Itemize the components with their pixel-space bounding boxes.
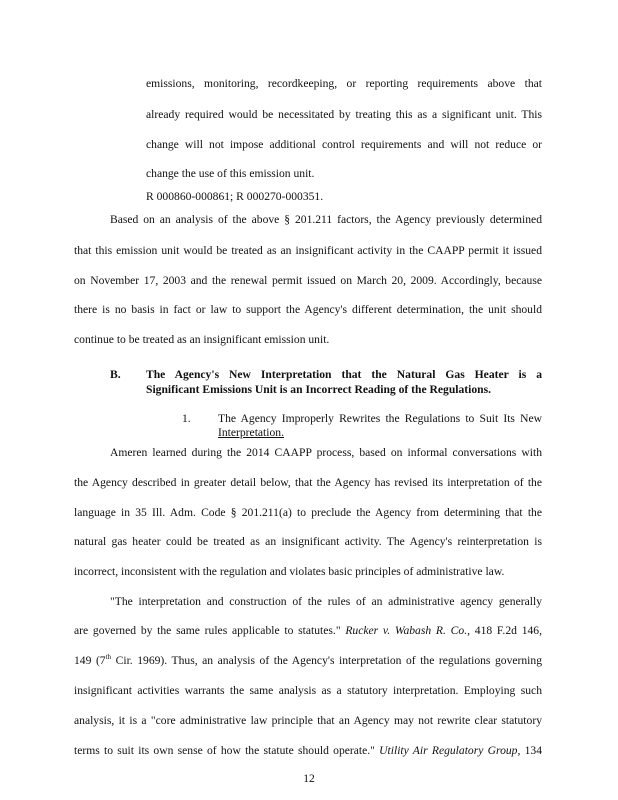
- heading-1-line-2: Interpretation.: [218, 426, 284, 439]
- para1-line-3: on November 17, 2003 and the renewal permit issued on March 20, 2009. Accordingly, because: [74, 274, 542, 287]
- heading-1-line-1: The Agency Improperly Rewrites the Regulations to Suit Its New: [218, 412, 542, 425]
- quote-line-2: already required would be necessitated by treating this as a significant unit. This: [146, 108, 542, 121]
- para3-line-2-text: are governed by the same rules applicable to statutes.": [74, 624, 341, 637]
- para2-line-4: natural gas heater could be treated as an insignificant activity. The Agency's reinterpretation is: [74, 535, 542, 548]
- heading-b-letter: B.: [110, 368, 121, 381]
- heading-b-line-2: Significant Emissions Unit is an Incorrect Reading of the Regulations.: [146, 383, 492, 396]
- para2-line-2: the Agency described in greater detail below, that the Agency has revised its interpretation of the: [74, 476, 542, 489]
- para3-line-3: [74, 654, 542, 668]
- para1-line-2: that this emission unit would be treated as an insignificant activity in the CAAPP permit it issued: [74, 244, 542, 257]
- para3-line-5: analysis, it is a "core administrative law principle that an Agency may not rewrite clear statutory: [74, 714, 542, 727]
- para3-line-6-text: terms to suit its own sense of how the statute should operate.": [74, 744, 375, 757]
- quote-line-1: emissions, monitoring, recordkeeping, or reporting requirements above that: [146, 77, 542, 90]
- para3-line-1: "The interpretation and construction of the rules of an administrative agency generally: [110, 595, 542, 608]
- para3-line-2-cite: 418 F.2d 146,: [474, 624, 542, 637]
- para1-line-1: Based on an analysis of the above § 201.211 factors, the Agency previously determined: [110, 213, 542, 226]
- para3-line-3-text: Cir. 1969). Thus, an analysis of the Agency's interpretation of the regulations governing: [111, 654, 542, 667]
- quote-line-3: change will not impose additional control requirements and will not reduce or: [146, 138, 542, 151]
- para1-line-5: continue to be treated as an insignificant emission unit.: [74, 333, 330, 346]
- para1-line-4: there is no basis in fact or law to support the Agency's different determination, the unit should: [74, 303, 542, 316]
- para3-line-4: insignificant activities warrants the same analysis as a statutory interpretation. Employing such: [74, 684, 542, 697]
- para3-line-6-cite: 134: [524, 744, 542, 757]
- case-citation-uarg: Utility Air Regulatory Group,: [379, 744, 521, 757]
- case-citation-rucker: Rucker v. Wabash R. Co.,: [345, 624, 470, 637]
- superscript-th: th: [105, 653, 112, 662]
- para2-line-3: language in 35 Ill. Adm. Code § 201.211(a) to preclude the Agency from determining that the: [74, 506, 542, 519]
- quote-line-4: change the use of this emission unit.: [146, 167, 315, 180]
- para3-line-6: [74, 744, 542, 758]
- heading-1-number: 1.: [182, 412, 191, 425]
- para2-line-1: Ameren learned during the 2014 CAAPP process, based on informal conversations with: [110, 446, 542, 459]
- para3-line-2: [74, 624, 542, 638]
- para2-line-5: incorrect, inconsistent with the regulation and violates basic principles of administrative law.: [74, 565, 505, 578]
- page-number: 12: [303, 772, 315, 785]
- record-citation: R 000860-000861; R 000270-000351.: [146, 190, 324, 203]
- heading-b-line-1: The Agency's New Interpretation that the Natural Gas Heater is a: [146, 368, 542, 381]
- para3-line-3-pin: 149 (7: [74, 654, 106, 667]
